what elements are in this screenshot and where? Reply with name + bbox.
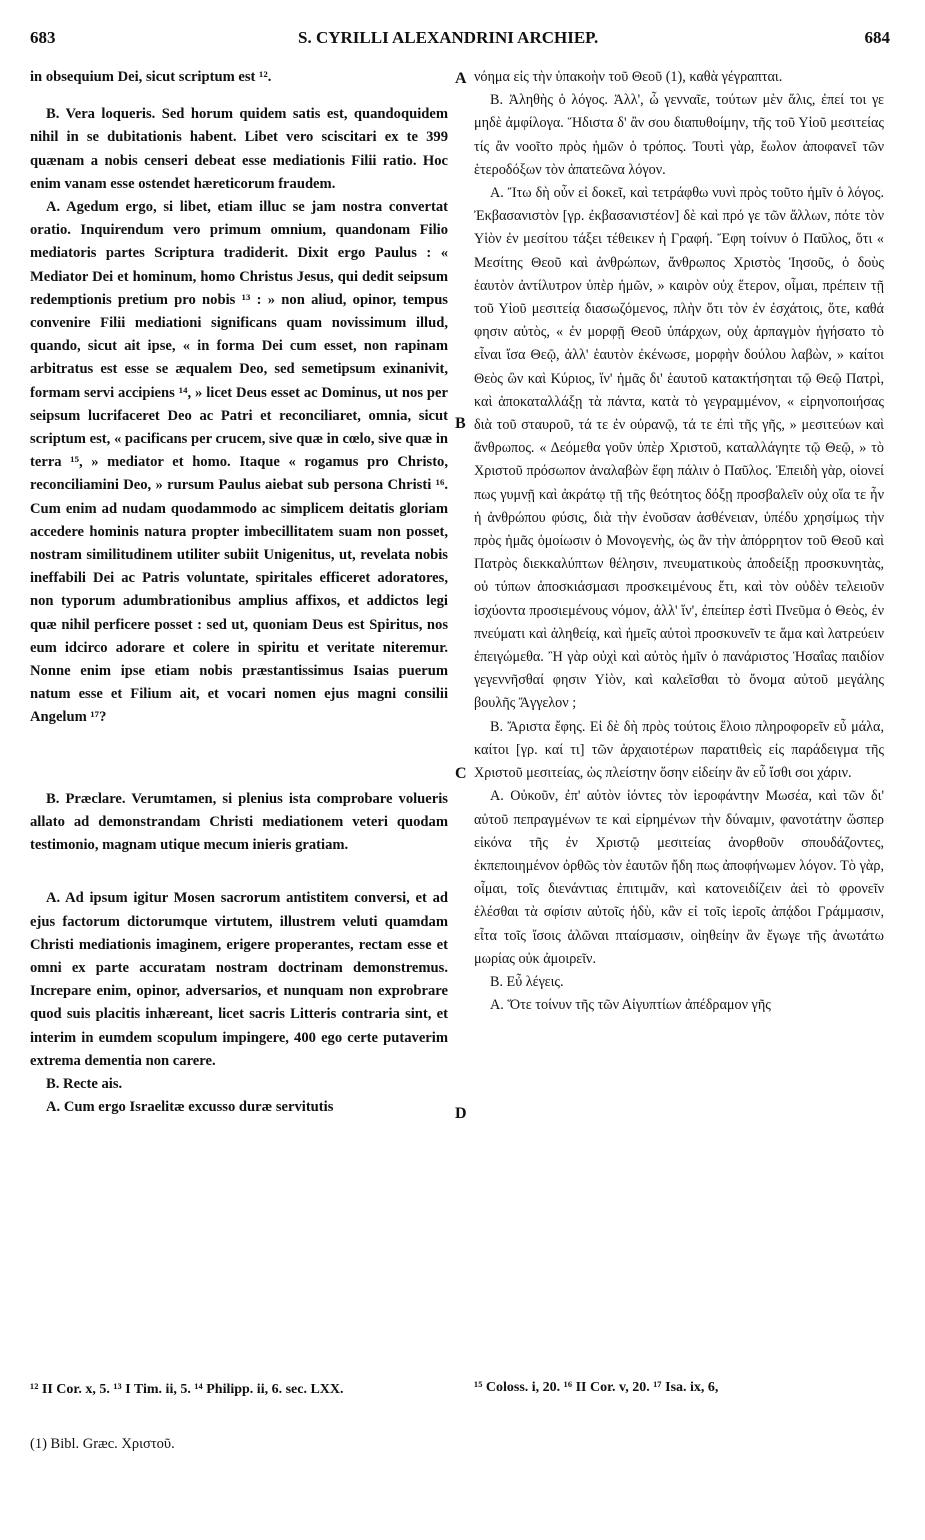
latin-para-5: B. Recte ais.	[46, 1075, 123, 1092]
greek-para-3: Β. Ἄριστα ἔφης. Εἰ δὲ δὴ πρὸς τούτοις ἕλοιο πληροφορεῖν εὖ μάλα, καίτοι [γρ. καί τι] τῶν ἀρχαιοτέρων παρατιθεὶς εἰς παράδειγμα τῆς Χριστοῦ μεσιτείας, ὡς πλείστην ὅσην εἰδείην ἂν εὖ ἴσθι σοι χάριν.	[474, 718, 884, 782]
latin-para-6: A. Cum ergo Israelitæ excusso duræ servitutis	[46, 1099, 334, 1116]
greek-column	[474, 66, 884, 1017]
greek-para-2: Α. Ἴτω δὴ οὖν εἰ δοκεῖ, καὶ τετράφθω νυνὶ πρὸς τοῦτο ἡμῖν ὁ λόγος. Ἐκβασανιστὸν [γρ. ἐκβασανιστέον] δὲ καὶ πρό γε τῶν ἄλλων, πότε τὸν Υἱὸν ἐν μεσίτου τάξει τέθεικεν ἡ Γραφή. Ἔφη τοίνυν ὁ Παῦλος, ὅτι « Μεσίτης Θεοῦ καὶ ἀνθρώπων, ἄνθρωπος Χριστὸς Ἰησοῦς, ὁ δοὺς ἑαυτὸν ἀντίλυτρον ὑπὲρ ἡμῶν, » καιρὸν οὐχ ἕτερον, οἶμαι, πρέπειν τῇ τοῦ Υἱοῦ μεσιτείᾳ διασωζόμενος, πλὴν ὅτι τὸν ἐν ἐσχάτοις, ὅτε, καθά φησιν αὐτὸς, « ἐν μορφῇ Θεοῦ ὑπάρχων, οὐχ ἁρπαγμὸν ἡγήσατο τὸ εἶναι ἴσα Θεῷ, ἀλλ' ἑαυτὸν ἐκένωσε, μορφὴν δούλου λαβὼν, » καίτοι Θεὸς ὢν καὶ Κύριος, ἵν' ἡμᾶς δι' ἑαυτοῦ κατακτήσηται τῷ Θεῷ Πατρὶ, καὶ ἀποκαταλλάξῃ τὰ πάντα, κατὰ τὸ γεγραμμένον, « εἰρηνοποιήσας διὰ τοῦ σταυροῦ, τά τε ἐν οὐρανῷ, τά τε ἐπὶ τῆς γῆς, » μεσιτεύων καὶ ἄνθρωπος. « Δεόμεθα γοῦν ὑπὲρ Χριστοῦ, καταλλάγητε τῷ Θεῷ, » τὸ Χριστοῦ πρόσωπον ἀναλαβὼν ἔφη πάλιν ὁ Παῦλος. Ἐπειδὴ γὰρ, οἱονεί πως γυμνῇ καὶ ἀκράτῳ τῇ τῆς θεότητος δόξῃ προσβαλεῖν οὐχ οἵα τε ἦν ἡ ἀνθρώπου φύσις, διὰ τὴν ἐνοῦσαν ἀσθένειαν, ὑπέδυ χρησίμως τὴν πρὸς ἡμᾶς ὁμοίωσιν ὁ Μονογενὴς, ὡς ἂν τὴν ἀπόρρητον τοῦ Θεοῦ καὶ Πατρὸς διεκκαλύπτων θέλησιν, πνευματικοὺς ἀποδείξῃ προσκυνητὰς, οὐ τύπων ἀποσκιάσμασι προσκειμένους ἔτι, καὶ τὸν οὐδὲν τελειοῦν ἰσχύοντα προσιεμένους νόμον, ἀλλ' ἵν', ἐπείπερ ἐστὶ Πνεῦμα ὁ Θεὸς, ἐν πνεύματι καὶ ἀληθείᾳ, καὶ ἡμεῖς αὐτοὶ προσκυνεῖν τε ἅμα καὶ λατρεύειν ἐπειγώμεθα. Ἢ γὰρ οὐχὶ καὶ αὐτὸς ἡμῖν ὁ πανάριστος Ἡσαΐας παιδίον γεγεννῆσθαί φησιν Υἱὸν, καὶ καλεῖσθαι τὸ ὄνομα αὐτοῦ μεγάλης βουλῆς Ἄγγελον ;	[474, 185, 884, 712]
footnote-bottom: (1) Bibl. Græc. Χριστοῦ.	[30, 1436, 175, 1452]
greek-para-4: Α. Οὐκοῦν, ἐπ' αὐτὸν ἰόντες τὸν ἱεροφάντην Μωσέα, καὶ τῶν δι' αὐτοῦ πεπραγμένων τε καὶ εἰρημένων τὴν δύναμιν, φανοτάτην ὥσπερ εἰκόνα τῆς ἐν Χριστῷ μεσιτείας ἀνορθοῦν σπουδάζοντες, ἐκπεποιημένον ὀρθῶς τὸν ἑαυτῶν ἤδη πως ἀποφήνωμεν λόγον. Τὸ γὰρ, οἶμαι, τοῖς διενάντιας ἐπιτιμᾶν, καὶ κατονειδίζειν ἀεὶ τὸ φρονεῖν ἑλέσθαι τὰ σφίσιν αὐτοῖς ἡδὺ, κἂν εἰ τοῖς ἱεροῖς ἀπᾴδοι Γράμμασιν, εἶτα τοῖς ἴσοις ἁλῶναι πταίσμασιν, οἰηθείην ἂν ἔγωγε τῆς ἀνωτάτω μωρίας οὐκ ἀμοιρεῖν.	[474, 788, 884, 967]
greek-para-5: Β. Εὖ λέγεις.	[490, 973, 564, 990]
margin-marker-c: C	[455, 765, 467, 782]
running-title: S. CYRILLI ALEXANDRINI ARCHIEP.	[298, 28, 599, 47]
margin-marker-a: A	[455, 70, 467, 87]
latin-column	[30, 66, 448, 1119]
greek-para-1: Β. Ἀληθὴς ὁ λόγος. Ἀλλ', ὦ γενναῖε, τούτων μὲν ἅλις, ἐπεί τοι γε μηδὲ ἀμφίλογα. Ἥδιστα δ' ἂν σου διαπυθοίμην, τῆς τοῦ Υἱοῦ μεσιτείας τίς ἂν νοοῖτο πρὸς ἡμῶν ὁ τρόπος. Τουτὶ γὰρ, ἔωλον ἀποφανεῖ τῶν ἑτεροδόξων τὸν ἀπατεῶνα λόγον.	[474, 92, 884, 178]
latin-para-4: A. Ad ipsum igitur Mosen sacrorum antistitem conversi, et ad ejus factorum dictorumque virtutem, illustrem veluti quamdam Christi mediationis imaginem, erigere properantes, rectam esse et omni ex parte accuratam nostram doctrinam demonstremus. Increpare enim, opinor, adversarios, et nunquam non exprobrare quod suis placitis inhæreant, licet sacris Litteris contraria sint, et interim in eumdem scopulum impingere, 400 ego certe putaverim extrema dementia non carere.	[30, 890, 448, 1069]
footnotes-left: ¹² II Cor. x, 5. ¹³ I Tim. ii, 5. ¹⁴ Philipp. ii, 6. sec. LXX.	[30, 1382, 344, 1397]
footnotes-right: ¹⁵ Coloss. i, 20. ¹⁶ II Cor. v, 20. ¹⁷ Isa. ix, 6,	[474, 1380, 719, 1395]
latin-para-2: A. Agedum ergo, si libet, etiam illuc se jam nostra convertat oratio. Inquirendum vero primum omnium, quandonam Filio mediatoris partes Scriptura tradiderit. Dixit ergo Paulus : « Mediator Dei et hominum, homo Christus Jesus, qui dedit seipsum redemptionis pretium pro nobis ¹³ : » non aliud, opinor, tempus convenire Filii mediationi significans quam novissimum illud, quando, sicut ait ipse, « in forma Dei cum esset, non rapinam arbitratus est esse se æqualem Deo, sed semetipsum exinanivit, formam servi accipiens ¹⁴, » licet Deus esset ac Dominus, ut nos per seipsum lucrifaceret Deo ac Patri et reconciliaret, omnia, sicut scriptum est, « pacificans per crucem, sive quæ in cœlo, sive quæ in terra ¹⁵, » mediator et homo. Itaque « rogamus pro Christo, reconciliamini Deo, » rursum Paulus aiebat sub persona Christi ¹⁶. Cum enim ad nudam quodammodo ac simplicem deitatis gloriam accedere hominis natura propter imbecillitatem suam non posset, nostram similitudinem utiliter subiit Unigenitus, ut, revelata nobis ineffabili Dei ac Patris voluntate, spiritales efficeret adoratores, non typorum adumbrationibus amplius affixos, et addictos legi quæ nihil perficere posset : sed ut, quoniam Deus est Spiritus, nos eum idcirco adorare et colere in spiritu et veritate niteremur. Nonne enim ipse etiam nobis præstantissimus Isaias puerum natum esse et Filium ait, et vocari nomen ejus magni consilii Angelum ¹⁷?	[30, 199, 448, 726]
latin-para-1: B. Vera loqueris. Sed horum quidem satis est, quandoquidem nihil in se dubitationis habent. Libet vero sciscitari ex te 399 quænam a nobis censeri debeat esse mediationis Filii ratio. Hoc enim vanam esse ostendet hæreticorum fraudem.	[30, 106, 448, 192]
running-header	[30, 28, 890, 56]
right-page-number: 684	[864, 28, 890, 47]
latin-para-3: B. Præclare. Verumtamen, si plenius ista comprobare volueris allato ad demonstrandam Christi mediationem veteri quodam testimonio, magnam utique mecum inieris gratiam.	[30, 790, 448, 854]
margin-marker-d: D	[455, 1105, 467, 1122]
greek-para-0: νόημα εἰς τὴν ὑπακοὴν τοῦ Θεοῦ (1), καθὰ γέγραπται.	[474, 69, 783, 85]
margin-marker-b: B	[455, 415, 466, 432]
left-page-number: 683	[30, 28, 56, 47]
greek-para-6: Α. Ὅτε τοίνυν τῆς τῶν Αἰγυπτίων ἀπέδραμον γῆς	[490, 997, 771, 1014]
latin-para-0: in obsequium Dei, sicut scriptum est ¹².	[30, 69, 272, 85]
